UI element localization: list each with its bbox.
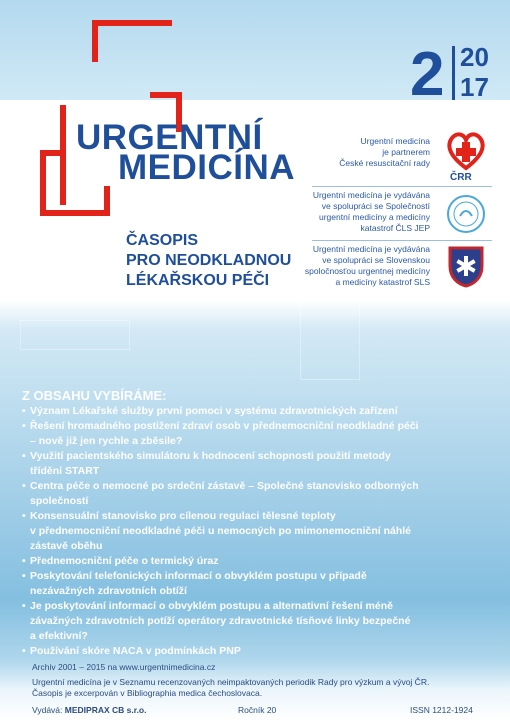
excerpt-note: Časopis je excerpován v Bibliographia medica čechoslovaca.	[32, 688, 263, 698]
bullet-icon: •	[22, 570, 26, 582]
partner-divider	[312, 186, 492, 187]
contents-items	[22, 404, 492, 659]
contents-item	[22, 449, 492, 479]
bullet-icon: •	[22, 480, 26, 492]
contents-item-line: v přednemocniční neodkladné péči u nemocných po mimonemocniční náhlé	[30, 525, 411, 537]
partner-3-text	[305, 244, 430, 288]
partner-2-line: katastrof ČLS JEP	[360, 223, 430, 233]
partner-3-line: a medicíny katastrof SLS	[335, 277, 430, 287]
contents-item-text	[30, 569, 367, 599]
bullet-icon: •	[22, 420, 26, 432]
journal-title-line2: MEDICÍNA	[118, 148, 296, 187]
contents-item-line: Je poskytování informací o obvyklém postupu a alternativní řešení méně	[30, 600, 393, 612]
contents-list	[22, 388, 492, 659]
contents-item-text	[30, 509, 411, 554]
contents-item-line: Řešení hromadného postižení zdraví osob v přednemocniční neodkladné péči	[30, 420, 419, 432]
contents-item-line: závažných zdravotních potíží operátory zdravotnické tísňové linky bezpečné	[30, 615, 411, 627]
contents-item-line: Centra péče o nemocné po srdeční zástavě – Společné stanovisko odborných	[30, 480, 419, 492]
decor-plus	[20, 320, 130, 350]
publisher-name: MEDIPRAX CB s.r.o.	[64, 705, 147, 715]
issue-year-top: 20	[460, 42, 489, 72]
contents-item	[22, 479, 492, 509]
bullet-icon: •	[22, 510, 26, 522]
partner-2-line: urgentní medicíny a medicíny	[318, 212, 430, 222]
bullet-icon: •	[22, 600, 26, 612]
bullet-icon: •	[22, 405, 26, 417]
contents-item-text	[30, 479, 419, 509]
archive-note: Archiv 2001 – 2015 na www.urgentnimedicina.cz	[32, 662, 216, 672]
subtitle-line3: LÉKAŘSKOU PÉČI	[126, 272, 270, 289]
partner-2-line: ve spolupráci se Společností	[321, 201, 430, 211]
contents-item	[22, 599, 492, 644]
logo-bracket	[40, 210, 110, 216]
publisher-line	[32, 705, 147, 715]
partner-2-line: Urgentní medicína je vydávána	[312, 190, 430, 200]
contents-item-line: nezávažných zdravotních obtíží	[30, 585, 187, 597]
issn: ISSN 1212-1924	[410, 705, 473, 715]
shield-star-of-life-icon	[446, 244, 486, 288]
partner-1-logo-caption: ČRR	[450, 172, 472, 183]
contents-item-line: Využití pacientského simulátoru k hodnocení schopnosti použití metody	[30, 450, 391, 462]
decor-plus	[300, 300, 360, 380]
logo-bracket	[40, 150, 46, 216]
contents-item-text	[30, 419, 419, 449]
logo-bracket	[104, 186, 110, 216]
contents-item-text	[30, 404, 398, 419]
bullet-icon: •	[22, 645, 26, 657]
logo-bracket	[150, 92, 182, 98]
contents-item-text	[30, 449, 391, 479]
issue-number: 2	[410, 40, 445, 109]
partner-1-line: České resuscitační rady	[339, 158, 430, 168]
contents-item	[22, 419, 492, 449]
contents-item-line: Používání skóre NACA v podmínkách PNP	[30, 645, 241, 657]
contents-item-line: a efektivní?	[30, 630, 88, 642]
volume: Ročník 20	[238, 705, 277, 715]
review-note: Urgentní medicína je v Seznamu recenzovaných neimpaktovaných periodik Rady pro výzkum a vývoj ČR.	[32, 677, 430, 687]
logo-bracket	[92, 20, 98, 62]
contents-item-line: Konsensuální stanovisko pro cílenou regulaci tělesné teploty	[30, 510, 336, 522]
subtitle-line1: ČASOPIS	[126, 232, 199, 249]
partner-divider	[312, 240, 492, 241]
partner-3-line: ve spolupráci se Slovenskou	[322, 255, 430, 265]
bullet-icon: •	[22, 450, 26, 462]
contents-item-line: Přednemocniční péče o termický úraz	[30, 555, 219, 567]
contents-item-text	[30, 599, 410, 644]
logo-bracket	[92, 20, 172, 26]
partner-1-line: je partnerem	[382, 147, 430, 157]
publisher-label: Vydává:	[32, 705, 63, 715]
contents-heading: Z OBSAHU VYBÍRÁME:	[22, 388, 167, 403]
contents-item	[22, 404, 492, 419]
contents-item-line: zástavě oběhu	[30, 540, 103, 552]
contents-item	[22, 569, 492, 599]
heart-cross-icon	[444, 128, 488, 172]
contents-item	[22, 644, 492, 659]
contents-item-line: – nově již jen rychle a zběsile?	[30, 435, 183, 447]
bullet-icon: •	[22, 555, 26, 567]
subtitle-line2: PRO NEODKLADNOU	[126, 252, 292, 269]
contents-item-line: třídění START	[30, 465, 100, 477]
contents-item-text	[30, 644, 241, 659]
round-seal-icon	[446, 194, 486, 234]
contents-item	[22, 554, 492, 569]
contents-item-line: Poskytování telefonických informací o obvyklém postupu v případě	[30, 570, 367, 582]
partner-2-text	[313, 190, 430, 234]
partner-3-line: spoločnosťou urgentnej medicíny	[304, 266, 430, 276]
contents-item-line: společností	[30, 495, 89, 507]
issue-year-bottom: 17	[460, 72, 489, 102]
partner-3-line: Urgentní medicína je vydávána	[312, 244, 430, 254]
issue-divider	[452, 46, 455, 100]
partner-1-text	[339, 136, 430, 169]
journal-title-line1: URGENTNÍ	[76, 118, 263, 157]
partner-1-line: Urgentní medicína	[360, 136, 430, 146]
contents-item-text	[30, 554, 219, 569]
contents-item-line: Význam Lékařské služby první pomoci v systému zdravotnických zařízení	[30, 405, 398, 417]
contents-item	[22, 509, 492, 554]
